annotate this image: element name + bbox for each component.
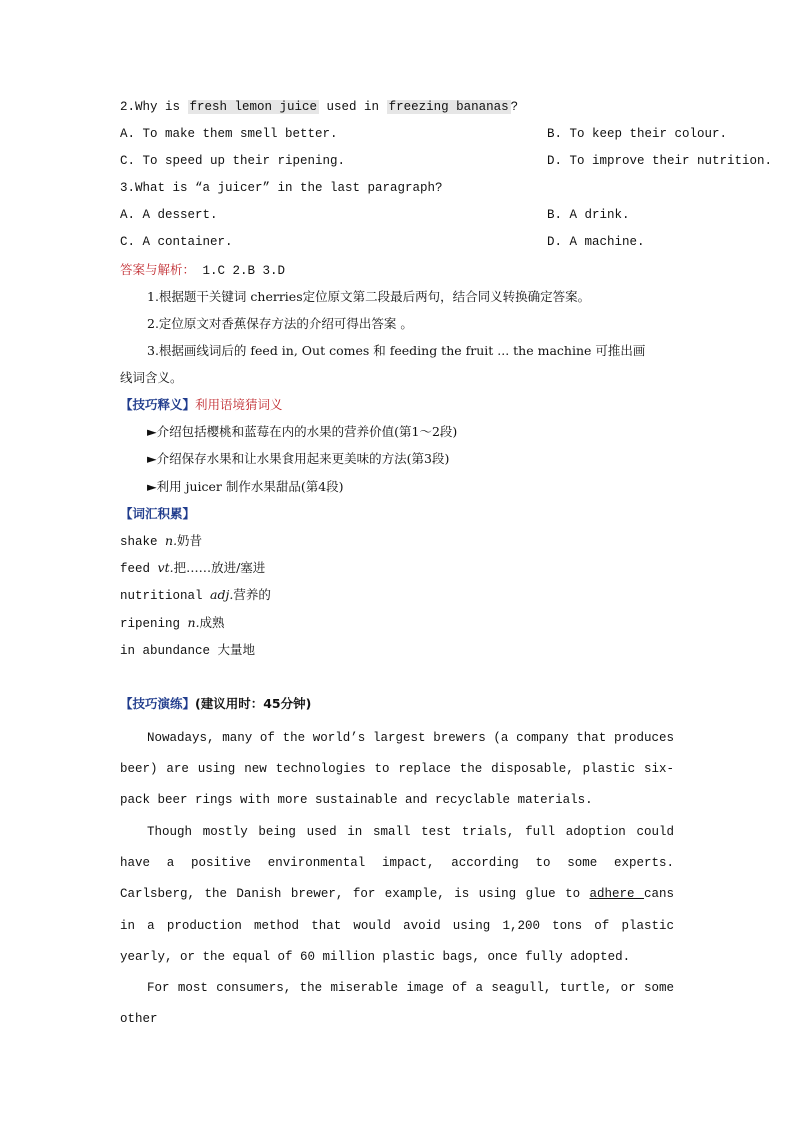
highlight-freezing-bananas: freezing bananas [388,100,509,114]
passage-paragraph-1: Nowadays, many of the world’s largest brewers (a company that produces beer) are using new technologies to replace the disposable, plastic six-pack beer rings with more sustainable and recyclable materials. [120,731,674,808]
answer-heading [120,262,285,279]
question-3-option-row-2 [120,234,645,250]
option-a: A. A dessert. [120,208,218,222]
answer-keys: 1.C 2.B 3.D [195,264,286,278]
skill-bullet-3: ►利用 juicer 制作水果甜品(第4段) [147,479,344,494]
option-d: D. A machine. [547,235,645,249]
answer-label: 答案与解析： [120,262,196,277]
answer-note-1: 1.根据题干关键词 cherries定位原文第二段最后两句，结合同义转换确定答案。 [147,289,591,304]
answer-note-3: 3.根据画线词后的 feed in, Out comes 和 feeding the fruit ... the machine 可推出画 [147,343,646,358]
vocab-item: in abundance 大量地 [120,642,256,658]
option-c: C. To speed up their ripening. [120,154,346,168]
option-c: C. A container. [120,235,233,249]
answer-note-2: 2.定位原文对香蕉保存方法的介绍可得出答案 。 [147,316,413,331]
option-b: B. A drink. [547,208,630,222]
underlined-word-adhere: adhere [589,887,644,902]
practice-title: 【技巧演练】 [120,696,196,711]
question-2-option-row-2 [120,153,773,169]
question-3-option-row-1 [120,207,630,223]
passage-paragraph-3: For most consumers, the miserable image of a seagull, turtle, or some other [120,981,674,1027]
highlight-fresh-lemon-juice: fresh lemon juice [189,100,318,114]
skill-bullet-1: ►介绍包括樱桃和蓝莓在内的水果的营养价值(第1～2段) [147,424,458,439]
vocab-item: nutritional adj.营养的 [120,587,271,603]
skill-title: 【技巧释义】 [120,397,196,412]
question-2-option-row-1 [120,126,728,142]
skill-bullet-2: ►介绍保存水果和让水果食用起来更美味的方法(第3段) [147,451,450,466]
practice-time: (建议用时：45分钟) [195,696,312,711]
option-b: B. To keep their colour. [547,127,728,141]
vocab-item: ripening n.成熟 [120,615,225,631]
skill-heading [120,397,283,413]
vocab-title: 【词汇积累】 [120,506,196,521]
skill-subtitle: 利用语境猜词义 [195,397,283,412]
vocab-item: feed vt.把……放进/塞进 [120,560,266,576]
question-2-stem: 2.Why is fresh lemon juice used in freezing bananas ? [120,100,519,114]
passage-paragraph-2: Though mostly being used in small test trials, full adoption could have a positive environmental impact, according to some experts. Carlsberg, the Danish brewer, for example, is using glue to adhere cans in a production method that would avoid using 1,200 tons of plastic yearly, or the equal of 60 million plastic bags, once fully adopted. [120,825,675,964]
question-3-stem: 3.What is “a juicer” in the last paragraph? [120,181,443,195]
option-a: A. To make them smell better. [120,127,338,141]
answer-note-3-cont: 线词含义。 [120,370,183,385]
option-d: D. To improve their nutrition. [547,154,773,168]
vocab-item: shake n.奶昔 [120,533,203,549]
practice-heading [120,696,311,712]
